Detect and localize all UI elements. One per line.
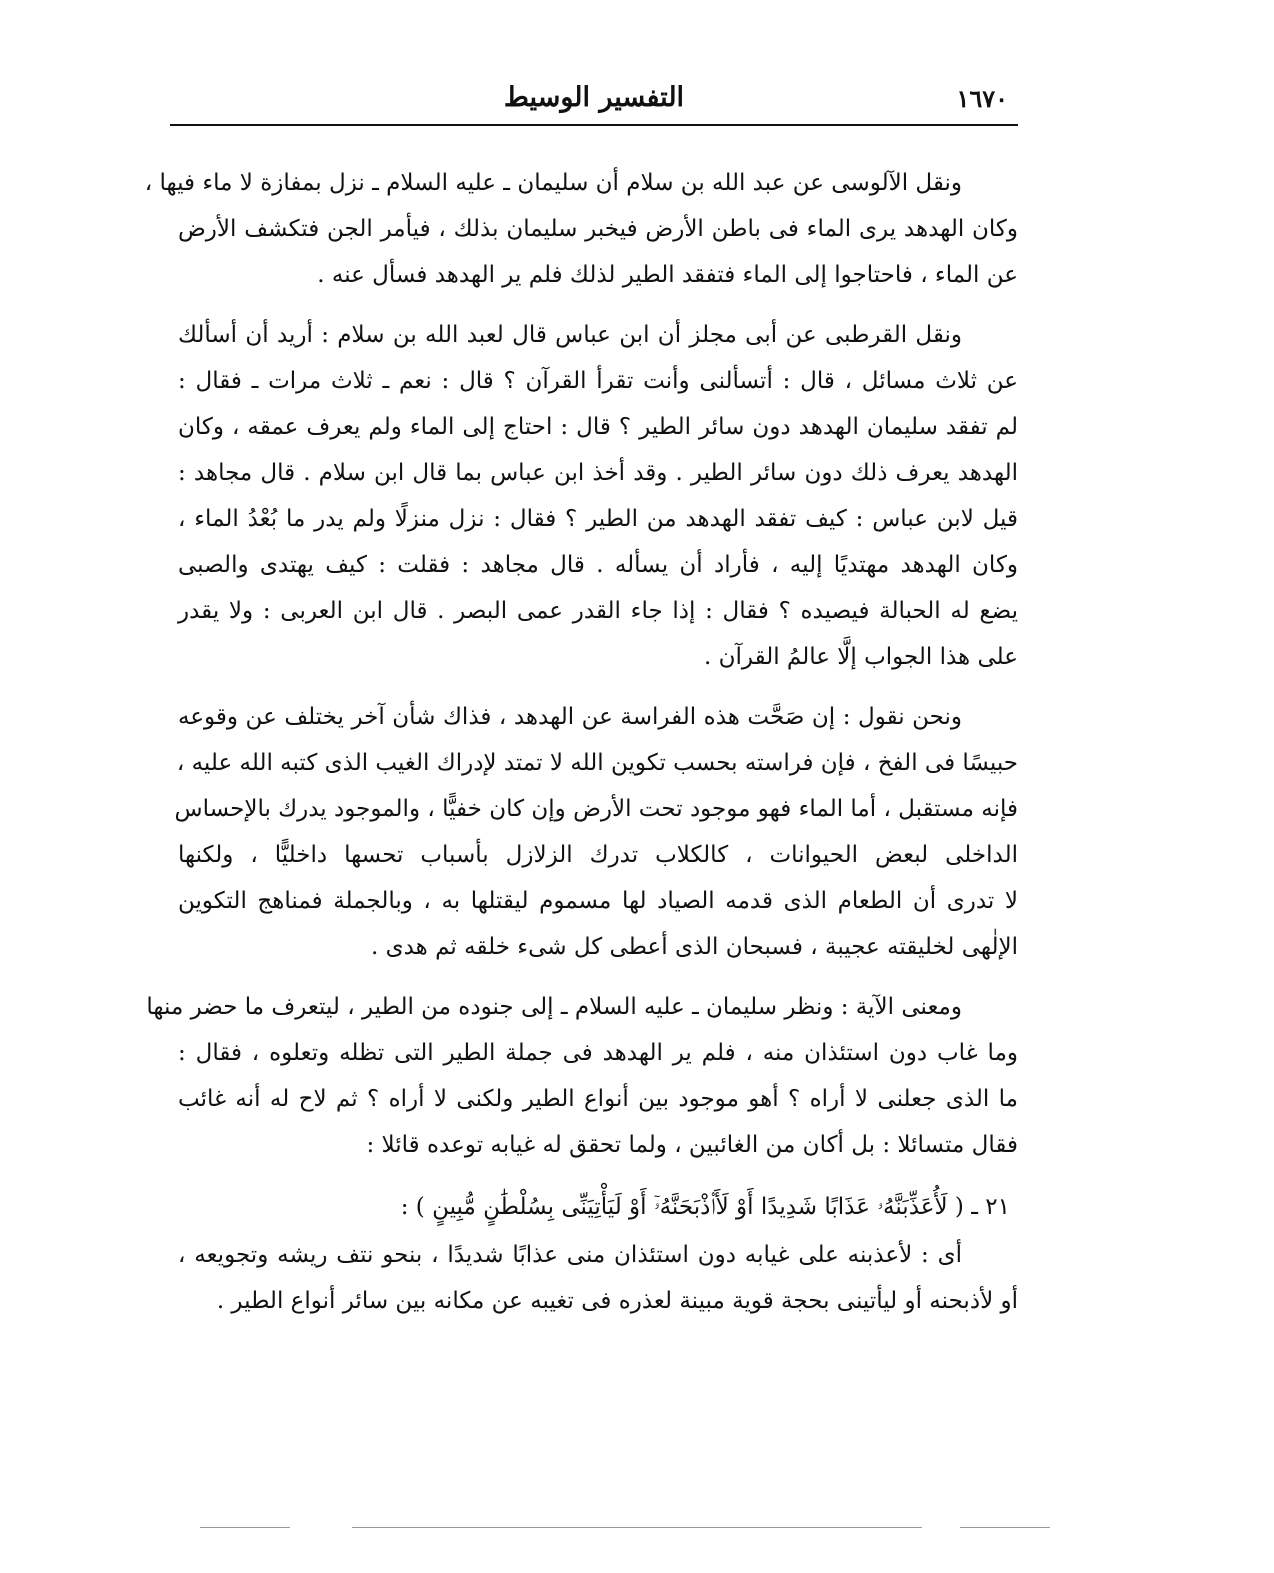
page-header <box>170 78 1018 122</box>
text-line: لا تدرى أن الطعام الذى قدمه الصياد لها مسموم ليقتلها به ، وبالجملة فمناهج التكوين <box>178 888 1018 914</box>
text-line: ومعنى الآية : ونظر سليمان ـ عليه السلام ـ إلى جنوده من الطير ، ليتعرف ما حضر منها <box>146 994 962 1020</box>
text-line: فإنه مستقبل ، أما الماء فهو موجود تحت الأرض وإن كان خفيًّا ، والموجود يدرك بالإحساس <box>174 796 1018 822</box>
text-line: الهدهد يعرف ذلك دون سائر الطير . وقد أخذ ابن عباس بما قال ابن سلام . قال مجاهد : <box>178 460 1018 486</box>
text-line: وكان الهدهد مهتديًا إليه ، فأراد أن يسأله . قال مجاهد : فقلت : كيف يهتدى والصبى <box>178 552 1018 578</box>
text-line: على هذا الجواب إلَّا عالمُ القرآن . <box>703 644 1018 670</box>
page-number: ١٦٧٠ <box>956 84 1008 113</box>
quran-verse-21: ٢١ ـ ( لَأُعَذِّبَنَّهُۥ عَذَابًا شَدِيدًا أَوْ لَأَا۟ذْبَحَنَّهُۥٓ أَوْ لَيَأْتِيَنِّى بِسُلْطَٰنٍ مُّبِينٍ ) : <box>400 1194 1010 1220</box>
text-line: ونقل الآلوسى عن عبد الله بن سلام أن سليمان ـ عليه السلام ـ نزل بمفازة لا ماء فيها ، <box>144 170 962 196</box>
paragraph-verse-meaning <box>146 984 1018 1168</box>
text-line: وكان الهدهد يرى الماء فى باطن الأرض فيخبر سليمان بذلك ، فيأمر الجن فتكشف الأرض <box>178 216 1018 242</box>
footer-divider-left <box>200 1527 290 1528</box>
text-line: ما الذى جعلنى لا أراه ؟ أهو موجود بين أنواع الطير ولكنى لا أراه ؟ ثم لاح له أنه غائب <box>178 1086 1018 1112</box>
paragraph-qurtubi <box>178 312 1018 680</box>
text-line: ونحن نقول : إن صَحَّت هذه الفراسة عن الهدهد ، فذاك شأن آخر يختلف عن وقوعه <box>178 704 962 730</box>
header-divider <box>170 124 1018 126</box>
text-line: أى : لأعذبنه على غيابه دون استئذان منى عذابًا شديدًا ، بنحو نتف ريشه وتجويعه ، <box>178 1242 962 1268</box>
book-title: التفسير الوسيط <box>503 82 685 113</box>
paragraph-author-comment <box>174 694 1018 970</box>
text-line: أو لأذبحنه أو ليأتينى بحجة قوية مبينة لعذره فى تغيبه عن مكانه بين سائر أنواع الطير . <box>216 1288 1018 1314</box>
text-line: لم تفقد سليمان الهدهد دون سائر الطير ؟ قال : احتاج إلى الماء ولم يعرف عمقه ، وكان <box>178 414 1018 440</box>
text-line: ونقل القرطبى عن أبى مجلز أن ابن عباس قال لعبد الله بن سلام : أريد أن أسألك <box>178 322 962 348</box>
text-line: حبيسًا فى الفخ ، فإن فراسته بحسب تكوين الله لا تمتد لإدراك الغيب الذى كتبه الله عليه ، <box>176 750 1018 776</box>
text-line: الإلٰهى لخليقته عجيبة ، فسبحان الذى أعطى كل شىء خلقه ثم هدى . <box>370 934 1018 960</box>
footer-divider-right <box>960 1527 1050 1528</box>
footer-divider <box>352 1527 922 1528</box>
text-line: يضع له الحبالة فيصيده ؟ فقال : إذا جاء القدر عمى البصر . قال ابن العربى : ولا يقدر <box>178 598 1018 624</box>
page-body <box>144 160 1018 1338</box>
paragraph-verse-explanation <box>178 1232 1018 1324</box>
text-line: عن الماء ، فاحتاجوا إلى الماء فتفقد الطير لذلك فلم ير الهدهد فسأل عنه . <box>317 262 1018 288</box>
text-line: الداخلى لبعض الحيوانات ، كالكلاب تدرك الزلازل بأسباب تحسها داخليًّا ، ولكنها <box>178 842 1018 868</box>
text-line: عن ثلاث مسائل ، قال : أتسألنى وأنت تقرأ القرآن ؟ قال : نعم ـ ثلاث مرات ـ فقال : <box>178 368 1018 394</box>
text-line: قيل لابن عباس : كيف تفقد الهدهد من الطير ؟ فقال : نزل منزلًا ولم يدر ما بُعْدُ الماء ، <box>178 506 1018 532</box>
text-line: فقال متسائلا : بل أكان من الغائبين ، ولما تحقق له غيابه توعده قائلا : <box>366 1132 1018 1158</box>
text-line: وما غاب دون استئذان منه ، فلم ير الهدهد فى جملة الطير التى تظله وتعلوه ، فقال : <box>178 1040 1018 1066</box>
paragraph-alusi <box>144 160 1018 298</box>
